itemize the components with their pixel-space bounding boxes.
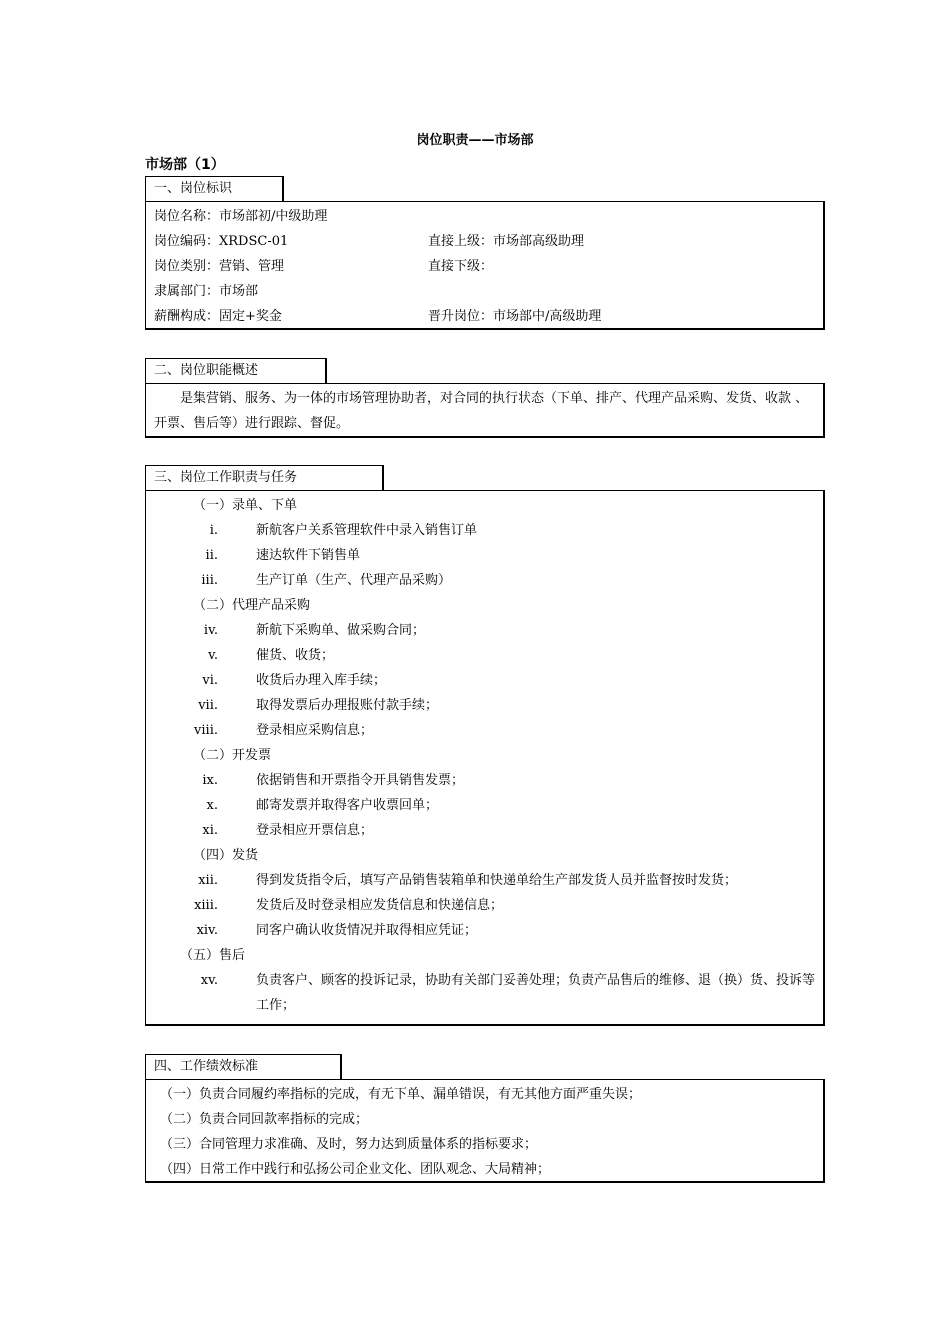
task-item: 收货后办理入库手续；: [256, 673, 387, 688]
item-number: vi.: [202, 673, 218, 688]
item-number: vii.: [198, 698, 218, 713]
task-item: 新航下采购单、做采购合同；: [256, 623, 426, 638]
task-item: 速达软件下销售单: [256, 548, 361, 563]
group-heading: （二）代理产品采购: [193, 598, 311, 613]
department-heading: 市场部（1）: [145, 157, 225, 173]
section1-box: [145, 201, 825, 330]
item-number: ix.: [202, 773, 218, 788]
section2-tab: 二、岗位职能概述: [145, 358, 326, 383]
overview-paragraph: [154, 386, 815, 436]
section3-tab: 三、岗位工作职责与任务: [145, 465, 383, 490]
standard-item: （三）合同管理力求准确、及时，努力达到质量体系的指标要求；: [160, 1137, 538, 1152]
item-number: iii.: [201, 573, 218, 588]
section2-box: [145, 383, 825, 438]
position-code: 岗位编码：XRDSC-01: [154, 234, 289, 249]
section4-tab: 四、工作绩效标准: [145, 1054, 341, 1079]
item-number: x.: [206, 798, 218, 813]
section1-tab: 一、岗位标识: [145, 176, 283, 201]
standard-item: （四）日常工作中践行和弘扬公司企业文化、团队观念、大局精神；: [160, 1162, 551, 1177]
section4-box: [145, 1079, 825, 1183]
item-number: xv.: [200, 973, 218, 988]
task-item: 邮寄发票并取得客户收票回单；: [256, 798, 439, 813]
direct-subordinate: 直接下级：: [428, 259, 494, 274]
position-name: 岗位名称：市场部初/中级助理: [154, 209, 328, 224]
task-item: 登录相应开票信息；: [256, 823, 374, 838]
item-number: ii.: [205, 548, 218, 563]
section3-box: [145, 490, 825, 1026]
department: 隶属部门：市场部: [154, 284, 259, 299]
direct-superior: 直接上级：市场部高级助理: [428, 234, 585, 249]
item-number: viii.: [194, 723, 218, 738]
standard-item: （二）负责合同回款率指标的完成；: [160, 1112, 369, 1127]
task-item: 取得发票后办理报账付款手续；: [256, 698, 439, 713]
task-item: 依据销售和开票指令开具销售发票；: [256, 773, 465, 788]
task-item: 同客户确认收货情况并取得相应凭证；: [256, 923, 478, 938]
position-category: 岗位类别：营销、管理: [154, 259, 285, 274]
item-number: xi.: [202, 823, 218, 838]
document-title: 岗位职责——市场部: [416, 133, 534, 148]
item-number: xiii.: [194, 898, 218, 913]
task-item: 登录相应采购信息；: [256, 723, 374, 738]
task-item: 发货后及时登录相应发货信息和快递信息；: [256, 898, 504, 913]
task-item: 催货、收货；: [256, 648, 335, 663]
group-heading: （一）录单、下单: [193, 498, 298, 513]
promotion-position: 晋升岗位：市场部中/高级助理: [428, 309, 602, 324]
task-item: 生产订单（生产、代理产品采购）: [256, 573, 452, 588]
task-item: 负责客户、顾客的投诉记录，协助有关部门妥善处理；负责产品售后的维修、退（换）货、投诉等工作；: [256, 973, 816, 1013]
group-heading: （五）售后: [180, 948, 246, 963]
group-heading: （二）开发票: [193, 748, 272, 763]
standard-item: （一）负责合同履约率指标的完成，有无下单、漏单错误，有无其他方面严重失误；: [160, 1087, 642, 1102]
overview-text: 是集营销、服务、为一体的市场管理协助者，对合同的执行状态（下单、排产、代理产品采购、发货、收款 、开票、售后等）进行跟踪、督促。: [154, 391, 809, 431]
item-number: xii.: [198, 873, 218, 888]
group-heading: （四）发货: [193, 848, 259, 863]
item-number: v.: [208, 648, 218, 663]
item-number: iv.: [203, 623, 218, 638]
task-item: 新航客户关系管理软件中录入销售订单: [256, 523, 478, 538]
item-number: xiv.: [196, 923, 218, 938]
task-item: 得到发货指令后，填写产品销售装箱单和快递单给生产部发货人员并监督按时发货；: [256, 873, 738, 888]
item-number: i.: [209, 523, 218, 538]
salary-structure: 薪酬构成：固定+奖金: [154, 309, 282, 324]
